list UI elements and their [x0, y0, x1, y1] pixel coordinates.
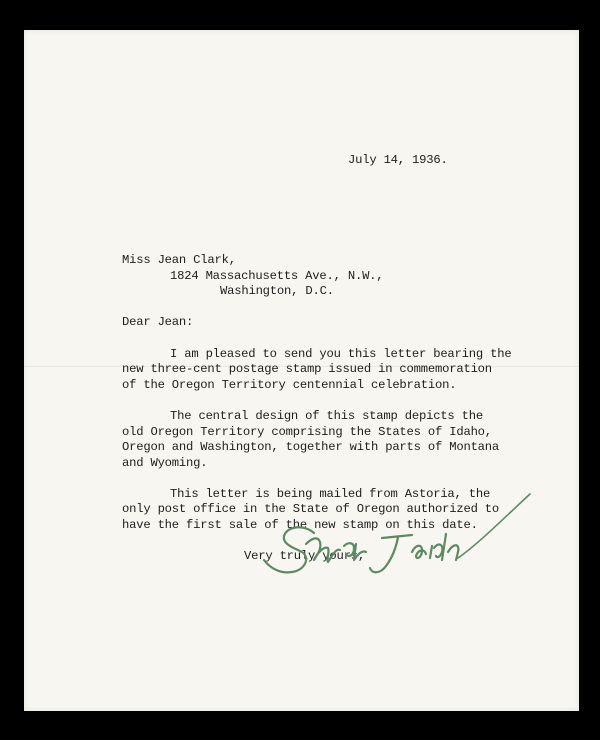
- paragraph-2-line-1: The central design of this stamp depicts the: [170, 409, 484, 423]
- paragraph-1-line-3: of the Oregon Territory centennial celebration.: [122, 378, 457, 392]
- recipient-city: Washington, D.C.: [220, 284, 334, 298]
- paragraph-1-line-1: I am pleased to send you this letter bearing the: [170, 347, 512, 361]
- paragraph-3-line-1: This letter is being mailed from Astoria, the: [170, 487, 491, 501]
- recipient-street: 1824 Massachusetts Ave., N.W.,: [170, 269, 384, 283]
- salutation: Dear Jean:: [122, 315, 194, 329]
- paragraph-2-line-4: and Wyoming.: [122, 456, 208, 470]
- signature-stroke-tail: [412, 534, 458, 560]
- handwritten-signature: [262, 486, 532, 596]
- signature-stroke-s: [264, 527, 314, 572]
- paragraph-2-line-2: old Oregon Territory comprising the States of Idaho,: [122, 425, 492, 439]
- letter-paper: [24, 30, 579, 711]
- recipient-name: Miss Jean Clark,: [122, 253, 236, 267]
- paragraph-3-line-3: have the first sale of the new stamp on this date.: [122, 518, 478, 532]
- signature-stroke-middle: [306, 538, 340, 562]
- closing: Very truly yours,: [244, 549, 365, 563]
- signature-flourish: [458, 494, 530, 558]
- signature-stroke-b: [344, 543, 366, 560]
- signature-stroke-f: [370, 535, 412, 572]
- paragraph-1-line-2: new three-cent postage stamp issued in commemoration: [122, 362, 492, 376]
- paragraph-2-line-3: Oregon and Washington, together with parts of Montana: [122, 440, 500, 454]
- letter-date: July 14, 1936.: [348, 153, 448, 167]
- paragraph-3-line-2: only post office in the State of Oregon authorized to: [122, 502, 500, 516]
